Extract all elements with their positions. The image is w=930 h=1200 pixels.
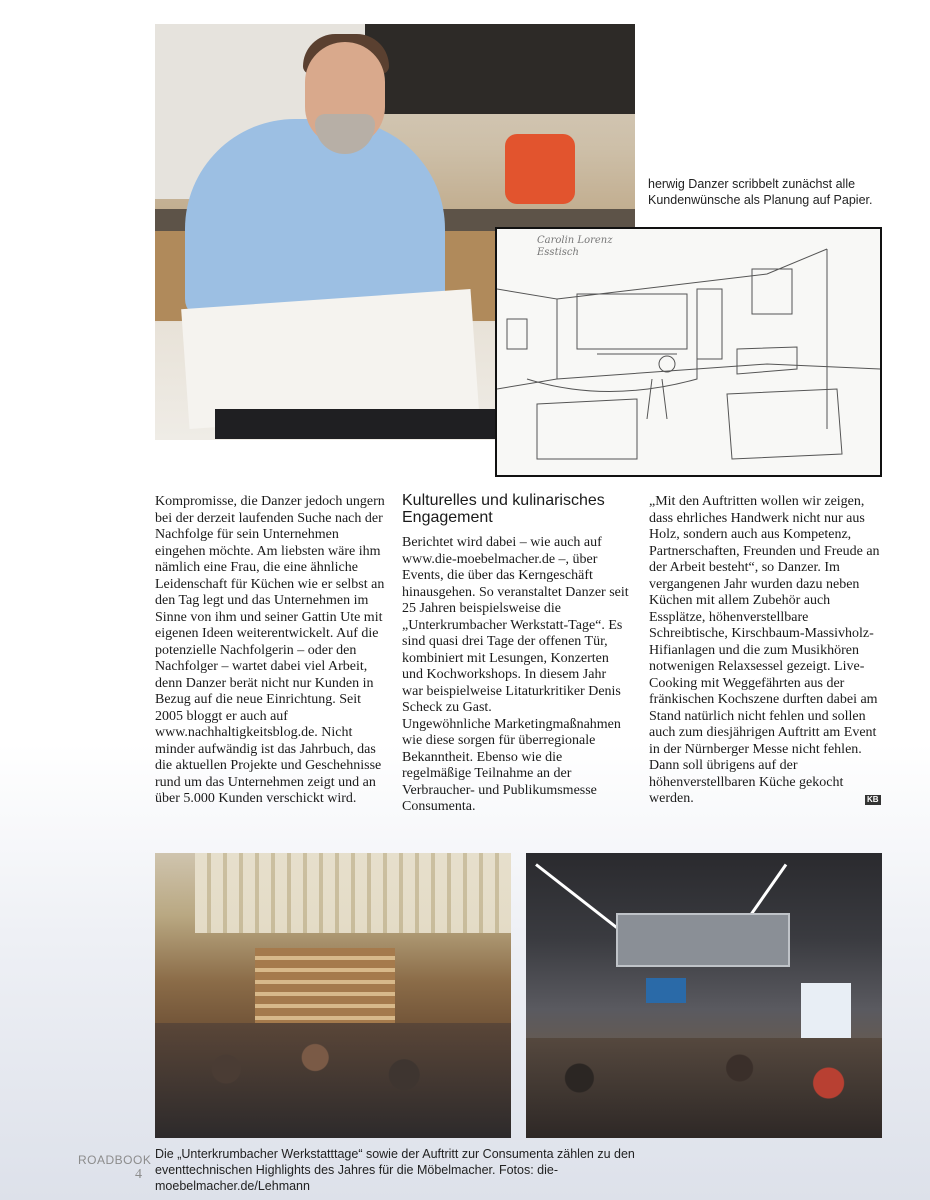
photo-consumenta — [526, 853, 882, 1138]
sketch-drawing — [497, 229, 880, 475]
caption-top: herwig Danzer scribbelt zunächst alle Kundenwünsche als Planung auf Papier. — [648, 177, 873, 207]
col2-paragraph-1: Berichtet wird dabei – wie auch auf www.die-moebelmacher.de –, über Events, die über das Kerngeschäft hinausgehen. So veranstaltet Danzer seit 25 Jahren beispielsweise die „Unterkrumbacher Werkstatt-Tage“. Es sind quasi drei Tage der offenen Tür, kombiniert mit Lesungen, Konzerten und Kochworkshops. In diesem Jahr war beispielweise Litaturkritiker Denis Scheck zu Gast. — [402, 535, 629, 715]
planning-paper — [181, 289, 479, 429]
text-column-3 — [649, 494, 881, 808]
page-number: 4 — [135, 1167, 142, 1182]
author-signature: KB — [867, 795, 879, 804]
fair-stand — [616, 913, 790, 967]
kitchen-cabinet — [365, 24, 635, 114]
col1-paragraph: Kompromisse, die Danzer jedoch ungern bei der derzeit laufenden Suche nach der Nachfolge für sein Unternehmen eingehen möchte. Am liebsten wäre ihm nämlich eine Frau, die eine ähnliche Leidenschaft für Küchen wie er selbst an den Tag legt und das Unternehmen im Sinne von ihm und seiner Gattin Ute mit eigenen Ideen weiterentwickelt. Auf die potenzielle Nachfolgerin – oder den Nachfolger – wartet dabei viel Arbeit, denn Danzer berät nicht nur Kunden in Bezug auf die neue Einrichtung. Seit 2005 bloggt er auch auf www.nachhaltigkeitsblog.de. Nicht minder aufwändig ist das Jahrbuch, das die aktuellen Projekte und Geschehnisse rund um das Unternehmen zeigt und an über 5.000 Kunden verschickt wird. — [155, 494, 385, 806]
section-heading: Kulturelles und kulinarisches Engagement — [402, 492, 605, 526]
keyboard — [215, 409, 495, 439]
col2-paragraph-2: Ungewöhnliche Marketingmaßnahmen wie diese sorgen für überregionale Bekanntheit. Ebenso wie die regelmäßige Teilnahme an der Verbraucher- und Publikumsmesse Consumenta. — [402, 716, 621, 814]
audience — [155, 1023, 511, 1138]
text-column-1 — [155, 494, 387, 808]
stand-screen — [646, 978, 686, 1003]
caption-bottom: Die „Unterkrumbacher Werkstatttage“ sowie der Auftritt zur Consumenta zählen zu den eventtechnischen Highlights des Jahres für die Möbelmacher. Fotos: die-moebelmacher.de/Lehmann — [155, 1147, 635, 1193]
kitchen-mixer — [505, 134, 575, 204]
sketch-label: Carolin Lorenz Esstisch — [537, 235, 613, 258]
magazine-name: ROADBOOK — [78, 1153, 152, 1167]
kitchen-sketch — [495, 227, 882, 477]
person-shirt — [185, 119, 445, 319]
photo-werkstatttage — [155, 853, 511, 1138]
visitors — [526, 1038, 882, 1138]
hall-roof — [195, 853, 511, 933]
text-column-2 — [402, 492, 630, 816]
col3-paragraph: „Mit den Auftritten wollen wir zeigen, dass ehrliches Handwerk nicht nur aus Holz, sondern auch aus Kompetenz, Partnerschaften, Freunden und Freude an der Arbeit besteht“, so Danzer. Im vergangenen Jahr wurden dazu neben Küchen mit allem Zubehör auch Essplätze, höhenverstellbare Schreibtische, Kirschbaum-Massivholz-Hifianlagen und die zum Musikhören notwenigen Relaxsessel gezeigt. Live-Cooking mit Weggefährten aus der fränkischen Kochszene durften dabei am Stand natürlich nicht fehlen und sollen auch zum diesjährigen Auftritt am Event in der Nürnberger Messe nicht fehlen. Dann soll übrigens auf der höhenverstellbaren Küche gekocht werden. — [649, 494, 880, 806]
page-footer — [78, 1153, 152, 1183]
